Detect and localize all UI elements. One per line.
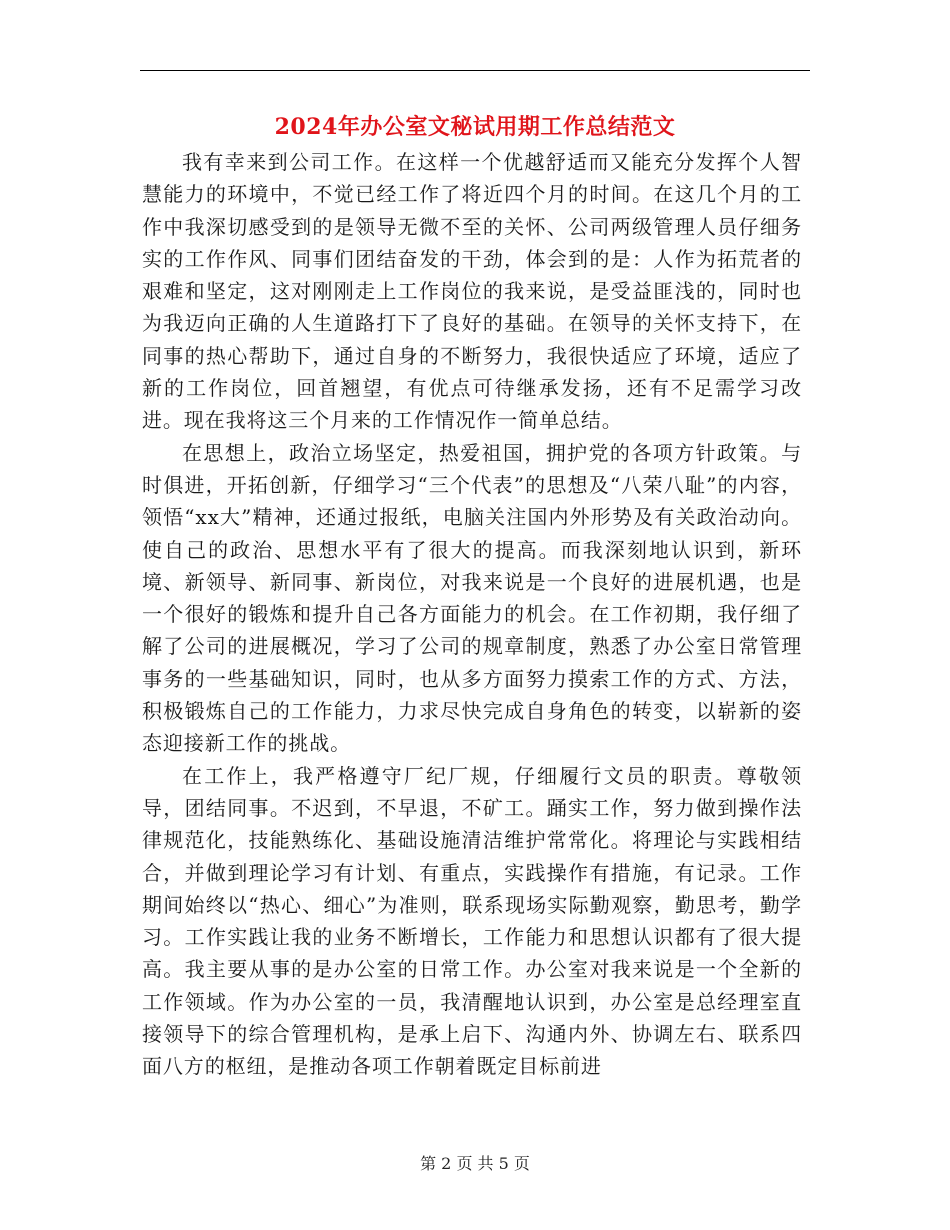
paragraph-ideology: 在思想上，政治立场坚定，热爱祖国，拥护党的各项方针政策。与时俱进，开拓创新，仔细学习“三个代表”的思想及“八荣八耻”的内容，领悟“xx大”精神，还通过报纸，电脑关注国内外形势及有关政治动向。使自己的政治、思想水平有了很大的提高。而我深刻地认识到，新环境、新领导、新同事、新岗位，对我来说是一个良好的进展机遇，也是一个很好的锻炼和提升自己各方面能力的机会。在工作初期，我仔细了解了公司的进展概况，学习了公司的规章制度，熟悉了办公室日常管理事务的一些基础知识，同时，也从多方面努力摸索工作的方式、方法，积极锻炼自己的工作能力，力求尽快完成自身角色的转变，以崭新的姿态迎接新工作的挑战。	[142, 440, 802, 756]
document-body	[142, 146, 802, 1083]
paragraph-intro: 我有幸来到公司工作。在这样一个优越舒适而又能充分发挥个人智慧能力的环境中，不觉已经工作了将近四个月的时间。在这几个月的工作中我深切感受到的是领导无微不至的关怀、公司两级管理人员仔细务实的工作作风、同事们团结奋发的干劲，体会到的是：人作为拓荒者的艰难和坚定，这对刚刚走上工作岗位的我来说，是受益匪浅的，同时也为我迈向正确的人生道路打下了良好的基础。在领导的关怀支持下，在同事的热心帮助下，通过自身的不断努力，我很快适应了环境，适应了新的工作岗位，回首翘望，有优点可待继承发扬，还有不足需学习改进。现在我将这三个月来的工作情况作一简单总结。	[142, 150, 802, 433]
page-number-footer: 第 2 页 共 5 页	[420, 1154, 530, 1173]
paragraph-work: 在工作上，我严格遵守厂纪厂规，仔细履行文员的职责。尊敬领导，团结同事。不迟到，不早退，不矿工。踊实工作，努力做到操作法律规范化，技能熟练化、基础设施清洁维护常常化。将理论与实践相结合，并做到理论学习有计划、有重点，实践操作有措施，有记录。工作期间始终以“热心、细心”为准则，联系现场实际勤观察，勤思考，勤学习。工作实践让我的业务不断增长，工作能力和思想认识都有了很大提高。我主要从事的是办公室的日常工作。办公室对我来说是一个全新的工作领域。作为办公室的一员，我清醒地认识到，办公室是总经理室直接领导下的综合管理机构，是承上启下、沟通内外、协调左右、联系四面八方的枢纽，是推动各项工作朝着既定目标前进	[142, 763, 802, 1079]
document-title: 2024年办公室文秘试用期工作总结范文	[274, 114, 676, 140]
header-rule	[140, 70, 810, 71]
